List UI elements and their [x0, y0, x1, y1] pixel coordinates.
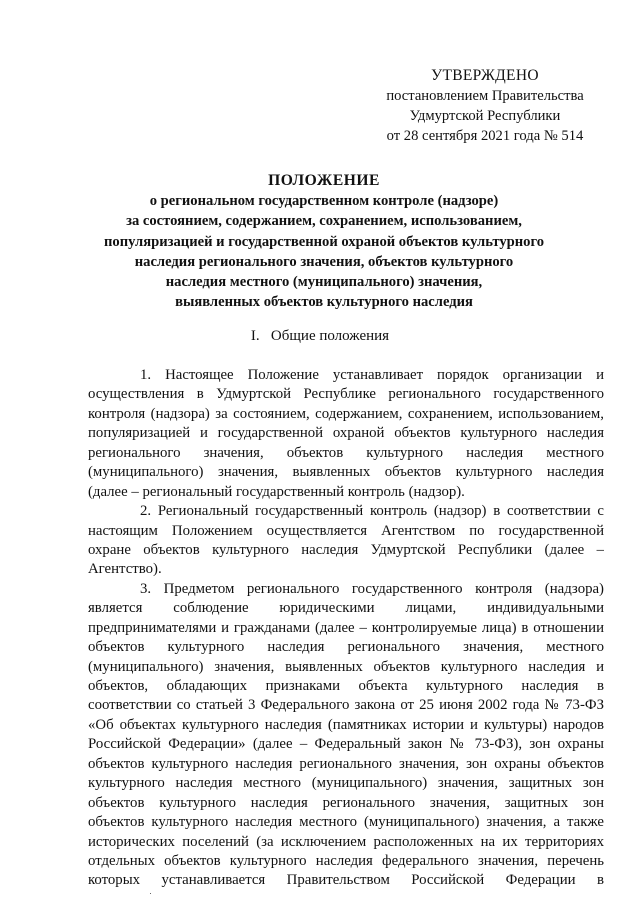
text-line: (муниципального) значения, выявленных объектов культурного наследия и	[88, 658, 604, 675]
approval-stamp-word: УТВЕРЖДЕНО	[431, 67, 539, 84]
text-line: исторических поселений (за исключением расположенных на их территориях	[88, 833, 604, 850]
text-line: популяризацией и государственной охраной объектов культурного наследия	[88, 425, 604, 442]
text-line: осуществления в Удмуртской Республике регионального государственного	[88, 386, 604, 403]
title-line: о региональном государственном контроле (надзоре)	[149, 193, 499, 210]
section-heading	[0, 326, 640, 346]
text-line: (муниципального) значения, выявленных объектов культурного наследия	[88, 464, 604, 481]
text-line: Агентство).	[88, 561, 162, 578]
text-line: соответствии со статьей 3 Федерального закона от 25 июня 2002 года № 73-ФЗ	[88, 697, 604, 714]
text-line: 3. Предметом регионального государственного контроля (надзора)	[140, 580, 604, 597]
text-line: объектов культурного наследия регионального значения, зон охраны объектов	[88, 755, 604, 772]
text-line: объектов культурного наследия регионального значения, защитных зон	[88, 794, 604, 811]
text-line: контроля (надзора) за состоянием, содержанием, сохранением, использованием,	[88, 405, 604, 422]
text-line: настоящим Положением осуществляется Агентством по государственной	[88, 522, 604, 539]
scan-artifact	[150, 893, 151, 894]
approval-line-3: от 28 сентября 2021 года № 514	[386, 128, 584, 144]
text-line: культурного наследия местного (муниципального) значения, защитных зон	[88, 775, 604, 792]
text-line: объектов, обладающих признаками объекта культурного наследия в	[88, 678, 604, 694]
text-line: регионального значения, объектов культурного наследия местного	[88, 444, 604, 461]
approval-block	[360, 66, 610, 146]
approval-line-1: постановлением Правительства	[386, 88, 584, 104]
text-line: охране объектов культурного наследия Удмуртской Республики (далее –	[88, 541, 604, 558]
title-heading: ПОЛОЖЕНИЕ	[268, 172, 380, 189]
text-line: (далее – региональный государственный контроль (надзор).	[88, 483, 465, 500]
text-line: объектов культурного наследия регионального значения, местного	[88, 639, 604, 656]
approval-line-2: Удмуртской Республики	[409, 108, 561, 124]
text-line: 1. Настоящее Положение устанавливает порядок организации и	[140, 367, 604, 383]
text-line: предпринимателями и гражданами (далее – контролируемые лица) в отношении	[88, 619, 604, 636]
title-line: за состоянием, содержанием, сохранением, использованием,	[126, 213, 522, 230]
title-line: популяризацией и государственной охраной объектов культурного	[103, 233, 545, 250]
title-line: выявленных объектов культурного наследия	[175, 294, 473, 311]
body-text	[88, 366, 604, 891]
title-line: наследия местного (муниципального) значения,	[165, 274, 483, 291]
title-line: наследия регионального значения, объектов культурного	[134, 253, 514, 270]
document-title	[94, 171, 554, 312]
text-line: которых устанавливается Правительством Российской Федерации в	[88, 872, 604, 889]
text-line: является соблюдение юридическими лицами, индивидуальными	[88, 600, 604, 617]
section-number: I.	[250, 328, 260, 344]
text-line: объектов культурного наследия местного (муниципального) значения, а также	[88, 814, 604, 831]
section-title: Общие положения	[270, 328, 390, 344]
text-line: отдельных объектов культурного наследия федерального значения, перечень	[88, 852, 604, 869]
text-line: 2. Региональный государственный контроль (надзор) в соответствии с	[140, 503, 604, 520]
text-line: Российской Федерации» (далее – Федеральный закон № 73-ФЗ), зон охраны	[88, 736, 604, 753]
text-line: «Об объектах культурного наследия (памятниках истории и культуры) народов	[88, 716, 604, 733]
